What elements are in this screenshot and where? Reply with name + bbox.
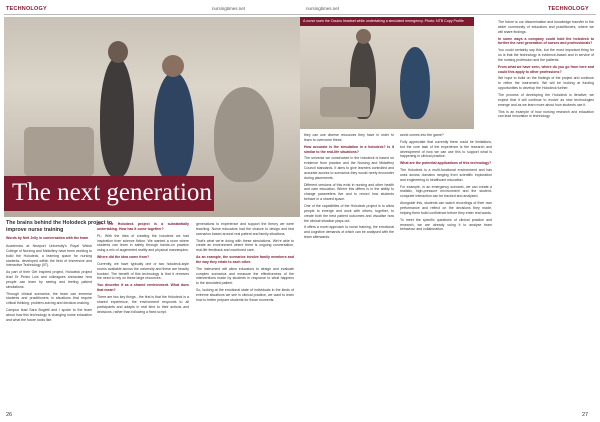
section-label: TECHNOLOGY [548,6,589,12]
paragraph: As part of their Get Inspired project, Holodeck project lead Dr Pedro Luis and colleagues showcase how people can learn by seeing and feeling patient simulations. [6,270,92,289]
photo-figure [400,47,430,119]
question: You describe it as a shared environment. What does that mean? [97,283,189,293]
paragraph: Campus lead Sara Bogetti and I spoke to the team about how this technology is changing nurse education and what the future looks like. [6,308,92,322]
header-rule [300,14,596,15]
paragraph: Through clinical scenarios, the team can immerse students and practitioners in situations that require critical thinking, problem-solving and decision-making. [6,291,92,306]
site-url[interactable]: nursingtimes.net [306,6,340,11]
paragraph: To meet the specific questions of clinical practice and research, we are already using it to analyse team behaviour and collaboration. [400,217,492,232]
section-label: TECHNOLOGY [6,6,47,12]
photo-figure-head [356,29,371,44]
page-number-left: 26 [6,412,13,418]
question: How accurate is the simulation in a holodeck? Is it similar to the real-life situations? [304,144,394,154]
paragraph: For example, in an emergency scenario, we can create a realistic, high-pressure environment and the student-computer interaction can be tracked and analysed. [400,184,492,199]
byline: Words by Neil Jelly in conversation with the team [6,236,89,240]
photo-caption: A nurse uses the Oculus headset while undertaking a simulated emergency. Photo: NTB Copy Profile [300,17,474,26]
paragraph: The Holodeck is a multi-functional environment and has uses across domains ranging from scientific exploration and engineering to healthcare education. [400,168,492,182]
photo-figure [214,87,274,182]
right-col-2 [400,133,492,406]
left-col-1 [6,244,92,406]
photo-figure [100,57,134,177]
right-col-1 [304,133,394,406]
photo-figure [154,72,194,182]
paragraph: Currently, we have typically one or two holodeck-style rooms available across the university and these are heavily booked. The benefit of this technology is that it removes the need to rely on these large resources. [97,261,189,281]
paragraph: Academics at Newport University's Royal Welsh College of Nursing and Midwifery have been working to build the Holodeck, a learning space for nursing students, developed within the field of Immersive and Interactive Technology (IIT). [6,244,92,268]
paragraph: generations to experience and support the theory we were teaching. Nurse educators had the chance to design and test scenarios based around real patient and family situations. [196,222,294,236]
paragraph: This is an example of how nursing research and education can lead innovation in technology. [498,109,594,119]
paragraph: The future is our dissemination and knowledge transfer to the wider community of educators and practitioners, where we will share findings. [498,20,594,34]
paragraph: Different versions of this exist in nursing and other health and care education. Where this differs is in the ability to change parameters live and to record how students behave in a shared space. [304,182,394,202]
paragraph: Alongside this, students can watch recordings of their own performance and reflect on the decisions they made, helping them build confidence before they enter real wards. [400,201,492,215]
right-col-3 [498,20,594,406]
paragraph: It offers a novel approach to nurse training, the emotional and cognitive demands of which can be analysed with the team afterwards. [304,225,394,240]
header-rule [4,14,300,15]
standfirst: The brains behind the Holodeck project to improve nurse training [6,220,112,233]
question: As an example, the scenarios involve family members and the way they relate to each other. [196,255,294,264]
paragraph: Fully appreciate that currently there could be limitations, but the core task of the experience is the research and development of how we can use this to support what is happening in clinical practice. [400,139,492,159]
article-title: The next generation [12,179,212,206]
paragraph: PL: With the idea of creating the holodeck we had inspiration from science fiction. We wanted a room where students can learn in safety through hands-on practice using a mix of augmented reality and physical mannequins. [97,233,189,253]
photo-figure-head [108,41,128,63]
paragraph: One of the capabilities of the Holodeck project is to allow people to emerge and work with others, together, to create both the best patient outcomes and visualise how the clinical situation plays out. [304,203,394,223]
paragraph: You could certainly say this, but the most important thing for us is that the technology is evidence-based and in service of the nursing profession and the patients. [498,48,594,62]
paragraph: they can use diverse resources they have in order to learn to overcome these. [304,133,394,142]
photo-equipment [320,87,370,117]
left-col-3 [196,222,294,406]
paragraph: The process of developing the Holodeck is iterative; we expect that it will continue to evolve as new technologies emerge and as we learn more about how students use it. [498,92,594,107]
page-number-right: 27 [582,412,589,418]
question: From what we have seen, where do you go from here and could this apply to other professions? [498,64,594,74]
paragraph: We hope to build on the findings of the project and continue to refine the instrument. We will be looking at funding opportunities to develop the Holodeck further. [498,76,594,91]
question: CF: The Holodeck project is a substantially undertaking. How has it come together? [97,222,189,231]
photo-figure-head [162,55,184,77]
right-photo [300,17,474,129]
paragraph: That's what we're doing with these simulations. We're able to create an environment where there is ongoing conversation, real-life feedback and monitored care. [196,238,294,253]
paragraph: The instrument will allow educators to design and evaluate complex scenarios and measure the effectiveness of the interventions made by students in response to what happens to the simulated patient. [196,266,294,286]
site-url[interactable]: nursingtimes.net [212,6,246,11]
paragraph: So, looking at the emotional state of individuals in the kinds of extreme situations we see in clinical practice, we want to learn how to better prepare students for those moments. [196,288,294,302]
question: Where did the idea come from? [97,255,150,260]
paragraph: The universe we constructed in the holodeck is based on evidence from practice and the Nursing and Midwifery Council standards. It aims to give learners controlled and accurate access to scenarios they would rarely encounter during placements. [304,156,394,180]
question: In some ways a company could hold the holodeck to further the next generation of nurses and professionals? [498,36,594,46]
question: What are the potential applications of this technology? [400,161,492,166]
paragraph: world comes into the game? [400,133,444,137]
paragraph: There are two key things - the first is that the Holodeck is a shared experience, the environment responds to all participants and adapts in real time to their actions and decisions, rather than following a fixed script. [97,294,189,314]
left-col-2 [97,222,189,406]
photo-equipment [24,127,94,177]
